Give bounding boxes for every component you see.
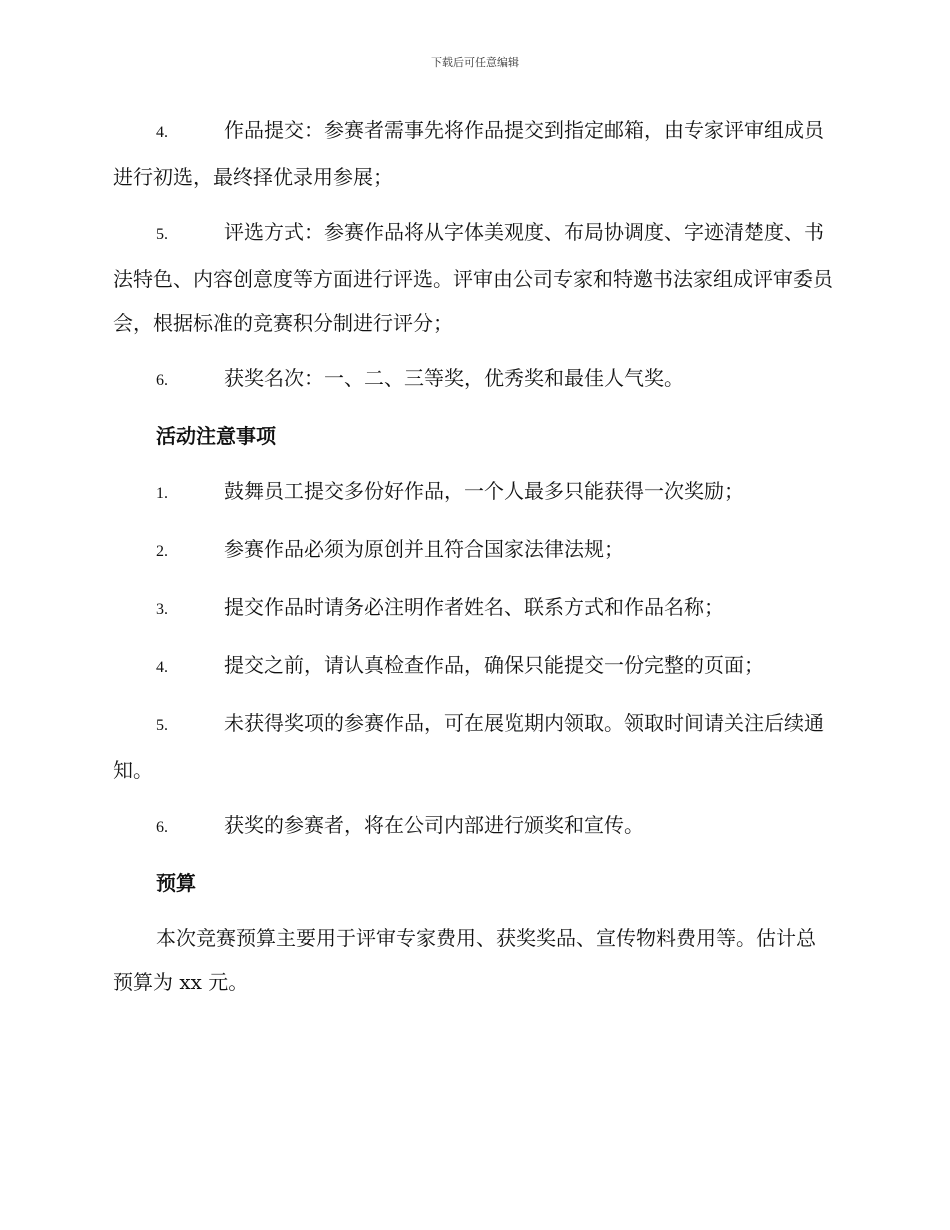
list-item-text: 作品提交：参赛者需事先将作品提交到指定邮箱，由专家评审组成员进行初选，最终择优录用参展； <box>113 118 824 189</box>
list-item-text: 评选方式：参赛作品将从字体美观度、布局协调度、字迹清楚度、书法特色、内容创意度等方面进行评选。评审由公司专家和特邀书法家组成评审委员会，根据标准的竞赛积分制进行评分； <box>113 220 833 335</box>
budget-paragraph: 本次竞赛预算主要用于评审专家费用、获奖奖品、宣传物料费用等。估计总预算为 xx 元。 <box>113 926 816 994</box>
page-header: 下载后可任意编辑 <box>431 56 519 69</box>
list-item-number: 3. <box>156 601 168 618</box>
section-heading-notes: 活动注意事项 <box>156 424 276 448</box>
list-item <box>113 701 833 792</box>
list-item <box>113 585 833 632</box>
document-body <box>113 108 833 1004</box>
list-item <box>113 803 833 850</box>
list-item-number: 5. <box>156 226 168 243</box>
list-item-number: 6. <box>156 819 168 836</box>
list-item-number: 4. <box>156 659 168 676</box>
list-item <box>113 469 833 516</box>
list-item-text: 提交之前，请认真检查作品，确保只能提交一份完整的页面； <box>224 653 764 677</box>
list-item-text: 提交作品时请务必注明作者姓名、联系方式和作品名称； <box>224 595 724 619</box>
list-item-text: 未获得奖项的参赛作品，可在展览期内领取。领取时间请关注后续通知。 <box>113 711 824 782</box>
list-item <box>113 108 833 199</box>
list-item-number: 2. <box>156 543 168 560</box>
list-item-number: 1. <box>156 485 168 502</box>
list-item <box>113 356 833 403</box>
list-item-number: 4. <box>156 124 168 141</box>
list-item <box>113 643 833 690</box>
list-item-number: 6. <box>156 372 168 389</box>
list-item-text: 获奖名次：一、二、三等奖，优秀奖和最佳人气奖。 <box>224 366 684 390</box>
list-item-number: 5. <box>156 717 168 734</box>
section-heading-budget: 预算 <box>156 871 196 895</box>
list-item <box>113 527 833 574</box>
list-item-text: 参赛作品必须为原创并且符合国家法律法规； <box>224 537 624 561</box>
list-item <box>113 210 833 345</box>
list-item-text: 鼓舞员工提交多份好作品，一个人最多只能获得一次奖励； <box>224 479 744 503</box>
list-item-text: 获奖的参赛者，将在公司内部进行颁奖和宣传。 <box>224 813 644 837</box>
